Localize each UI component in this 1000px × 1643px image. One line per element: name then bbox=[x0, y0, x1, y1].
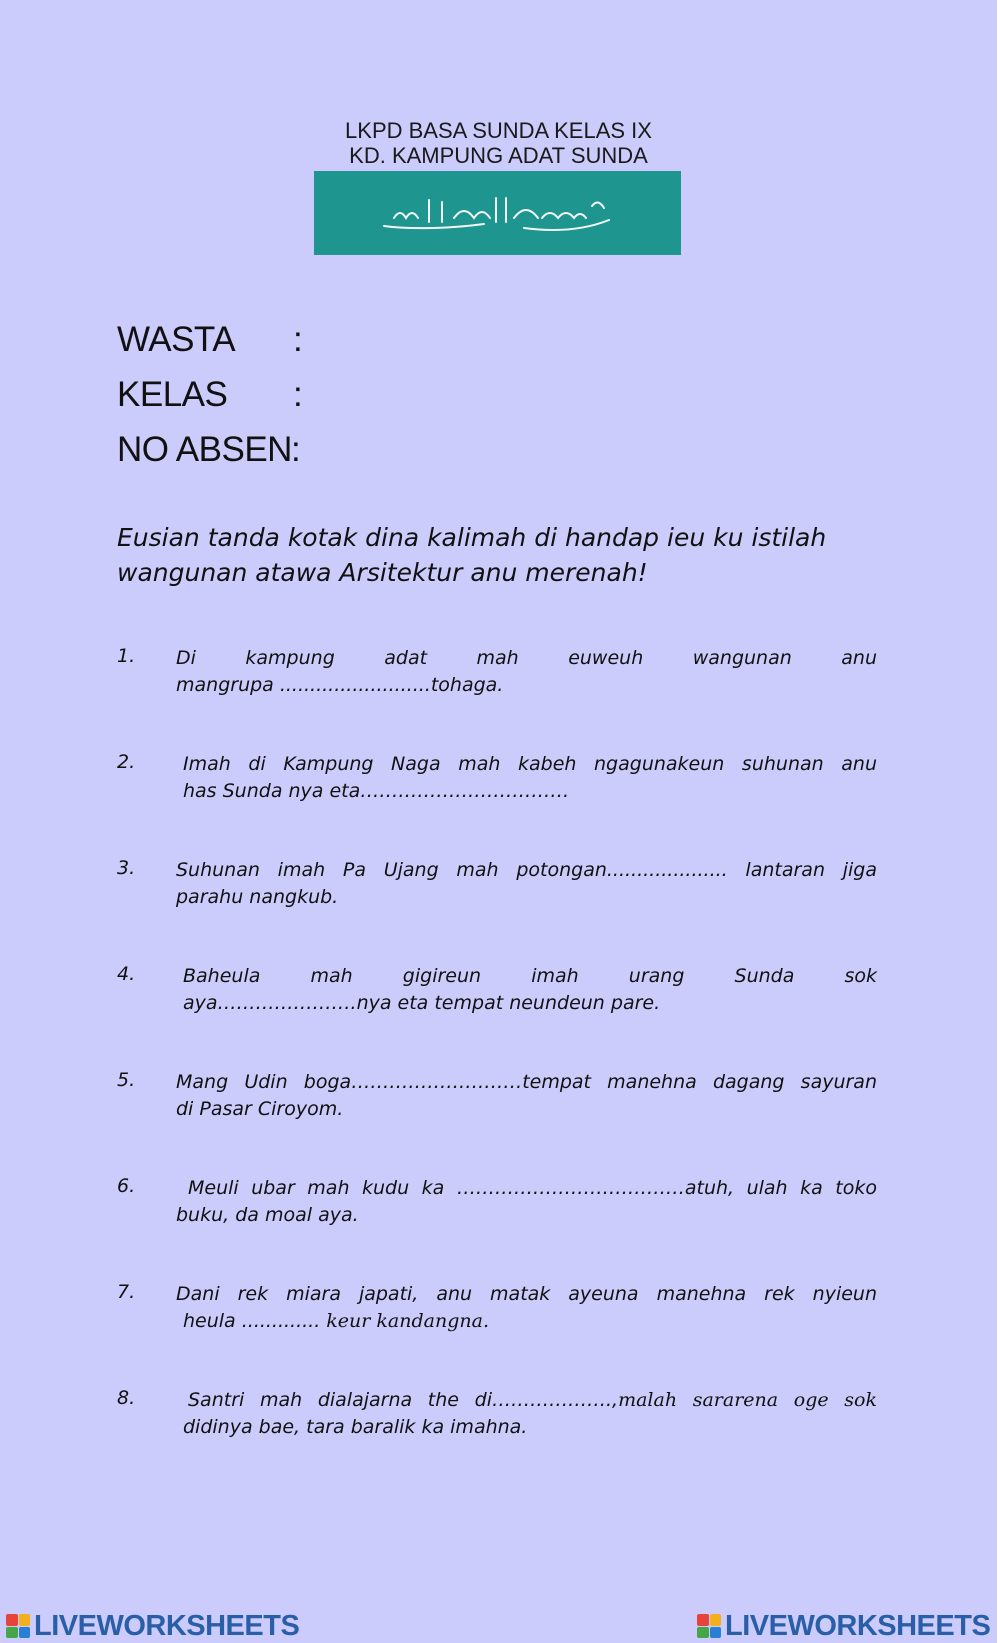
question-number: 2. bbox=[117, 751, 136, 773]
field-colon: : bbox=[291, 430, 301, 469]
logo-square bbox=[697, 1614, 709, 1626]
question-text bbox=[183, 751, 877, 805]
field-wasta bbox=[117, 320, 303, 360]
logo-square bbox=[710, 1614, 722, 1626]
logo-square bbox=[6, 1627, 18, 1639]
question-line: Dani rek miara japati, anu matak ayeuna manehna rek nyieun bbox=[176, 1283, 877, 1305]
question-number: 7. bbox=[117, 1281, 136, 1303]
field-no-absen bbox=[117, 430, 301, 470]
question-line: Meuli ubar mah kudu ka ………………………………atuh, ulah ka toko bbox=[188, 1177, 877, 1199]
question-line: mangrupa .........................tohaga. bbox=[176, 674, 504, 696]
bismillah-banner bbox=[314, 171, 681, 255]
question-text bbox=[183, 963, 877, 1017]
question-line: Baheula mah gigireun imah urang Sunda sok bbox=[183, 965, 877, 987]
liveworksheets-watermark-right[interactable] bbox=[697, 1611, 990, 1641]
liveworksheets-logo-icon bbox=[697, 1614, 721, 1638]
liveworksheets-logo-icon bbox=[6, 1614, 30, 1638]
question-text bbox=[176, 645, 877, 699]
field-kelas bbox=[117, 375, 303, 415]
question-line: Di kampung adat mah euweuh wangunan anu bbox=[176, 647, 877, 669]
question-segment: Santri mah dialajarna the di………………., bbox=[188, 1389, 619, 1411]
question-number: 3. bbox=[117, 857, 136, 879]
field-colon: : bbox=[293, 375, 303, 414]
liveworksheets-watermark-left[interactable] bbox=[6, 1611, 299, 1641]
question-number: 8. bbox=[117, 1387, 136, 1409]
question-line: di Pasar Ciroyom. bbox=[176, 1098, 344, 1120]
logo-square bbox=[697, 1627, 709, 1639]
question-text bbox=[176, 1069, 877, 1123]
logo-square bbox=[710, 1627, 722, 1639]
instruction-text: Eusian tanda kotak dina kalimah di handap ieu ku istilah wangunan atawa Arsitektur anu merenah! bbox=[117, 523, 827, 587]
question-segment: malah sararena oge sok bbox=[618, 1389, 877, 1411]
logo-square bbox=[19, 1627, 31, 1639]
question-segment: keur kandangna. bbox=[320, 1310, 489, 1332]
question-line bbox=[176, 1387, 877, 1414]
question-text bbox=[176, 857, 877, 911]
logo-square bbox=[19, 1614, 31, 1626]
question-line: Suhunan imah Pa Ujang mah potongan.................... lantaran jiga bbox=[176, 859, 877, 881]
question-line: didinya bae, tara baralik ka imahna. bbox=[183, 1416, 528, 1438]
question-line: Imah di Kampung Naga mah kabeh ngagunakeun suhunan anu bbox=[183, 753, 877, 775]
question-segment: heula ............. bbox=[183, 1310, 321, 1332]
question-number: 6. bbox=[117, 1175, 136, 1197]
question-line: buku, da moal aya. bbox=[176, 1204, 359, 1226]
field-label: KELAS bbox=[117, 375, 228, 414]
worksheet-subtitle: KD. KAMPUNG ADAT SUNDA bbox=[349, 143, 648, 168]
banner-text: بسم الله الرحمن الرحيم bbox=[374, 188, 385, 189]
question-number: 1. bbox=[117, 645, 136, 667]
question-text bbox=[176, 1281, 877, 1335]
question-text bbox=[176, 1387, 877, 1441]
field-colon: : bbox=[293, 320, 303, 359]
field-label: NO ABSEN bbox=[117, 430, 292, 469]
question-line: parahu nangkub. bbox=[176, 886, 339, 908]
question-number: 4. bbox=[117, 963, 136, 985]
calligraphy-image bbox=[374, 188, 624, 238]
field-label: WASTA bbox=[117, 320, 236, 359]
question-line bbox=[176, 1308, 877, 1335]
logo-square bbox=[6, 1614, 18, 1626]
watermark-text: LIVEWORKSHEETS bbox=[725, 1609, 991, 1642]
question-text bbox=[176, 1175, 877, 1229]
question-line: Mang Udin boga………………………tempat manehna dagang sayuran bbox=[176, 1071, 877, 1093]
question-line: has Sunda nya eta…………………………… bbox=[183, 780, 570, 802]
worksheet-title: LKPD BASA SUNDA KELAS IX bbox=[345, 118, 652, 143]
question-number: 5. bbox=[117, 1069, 136, 1091]
question-line: aya………………….nya eta tempat neundeun pare. bbox=[183, 992, 661, 1014]
watermark-text: LIVEWORKSHEETS bbox=[34, 1609, 300, 1642]
